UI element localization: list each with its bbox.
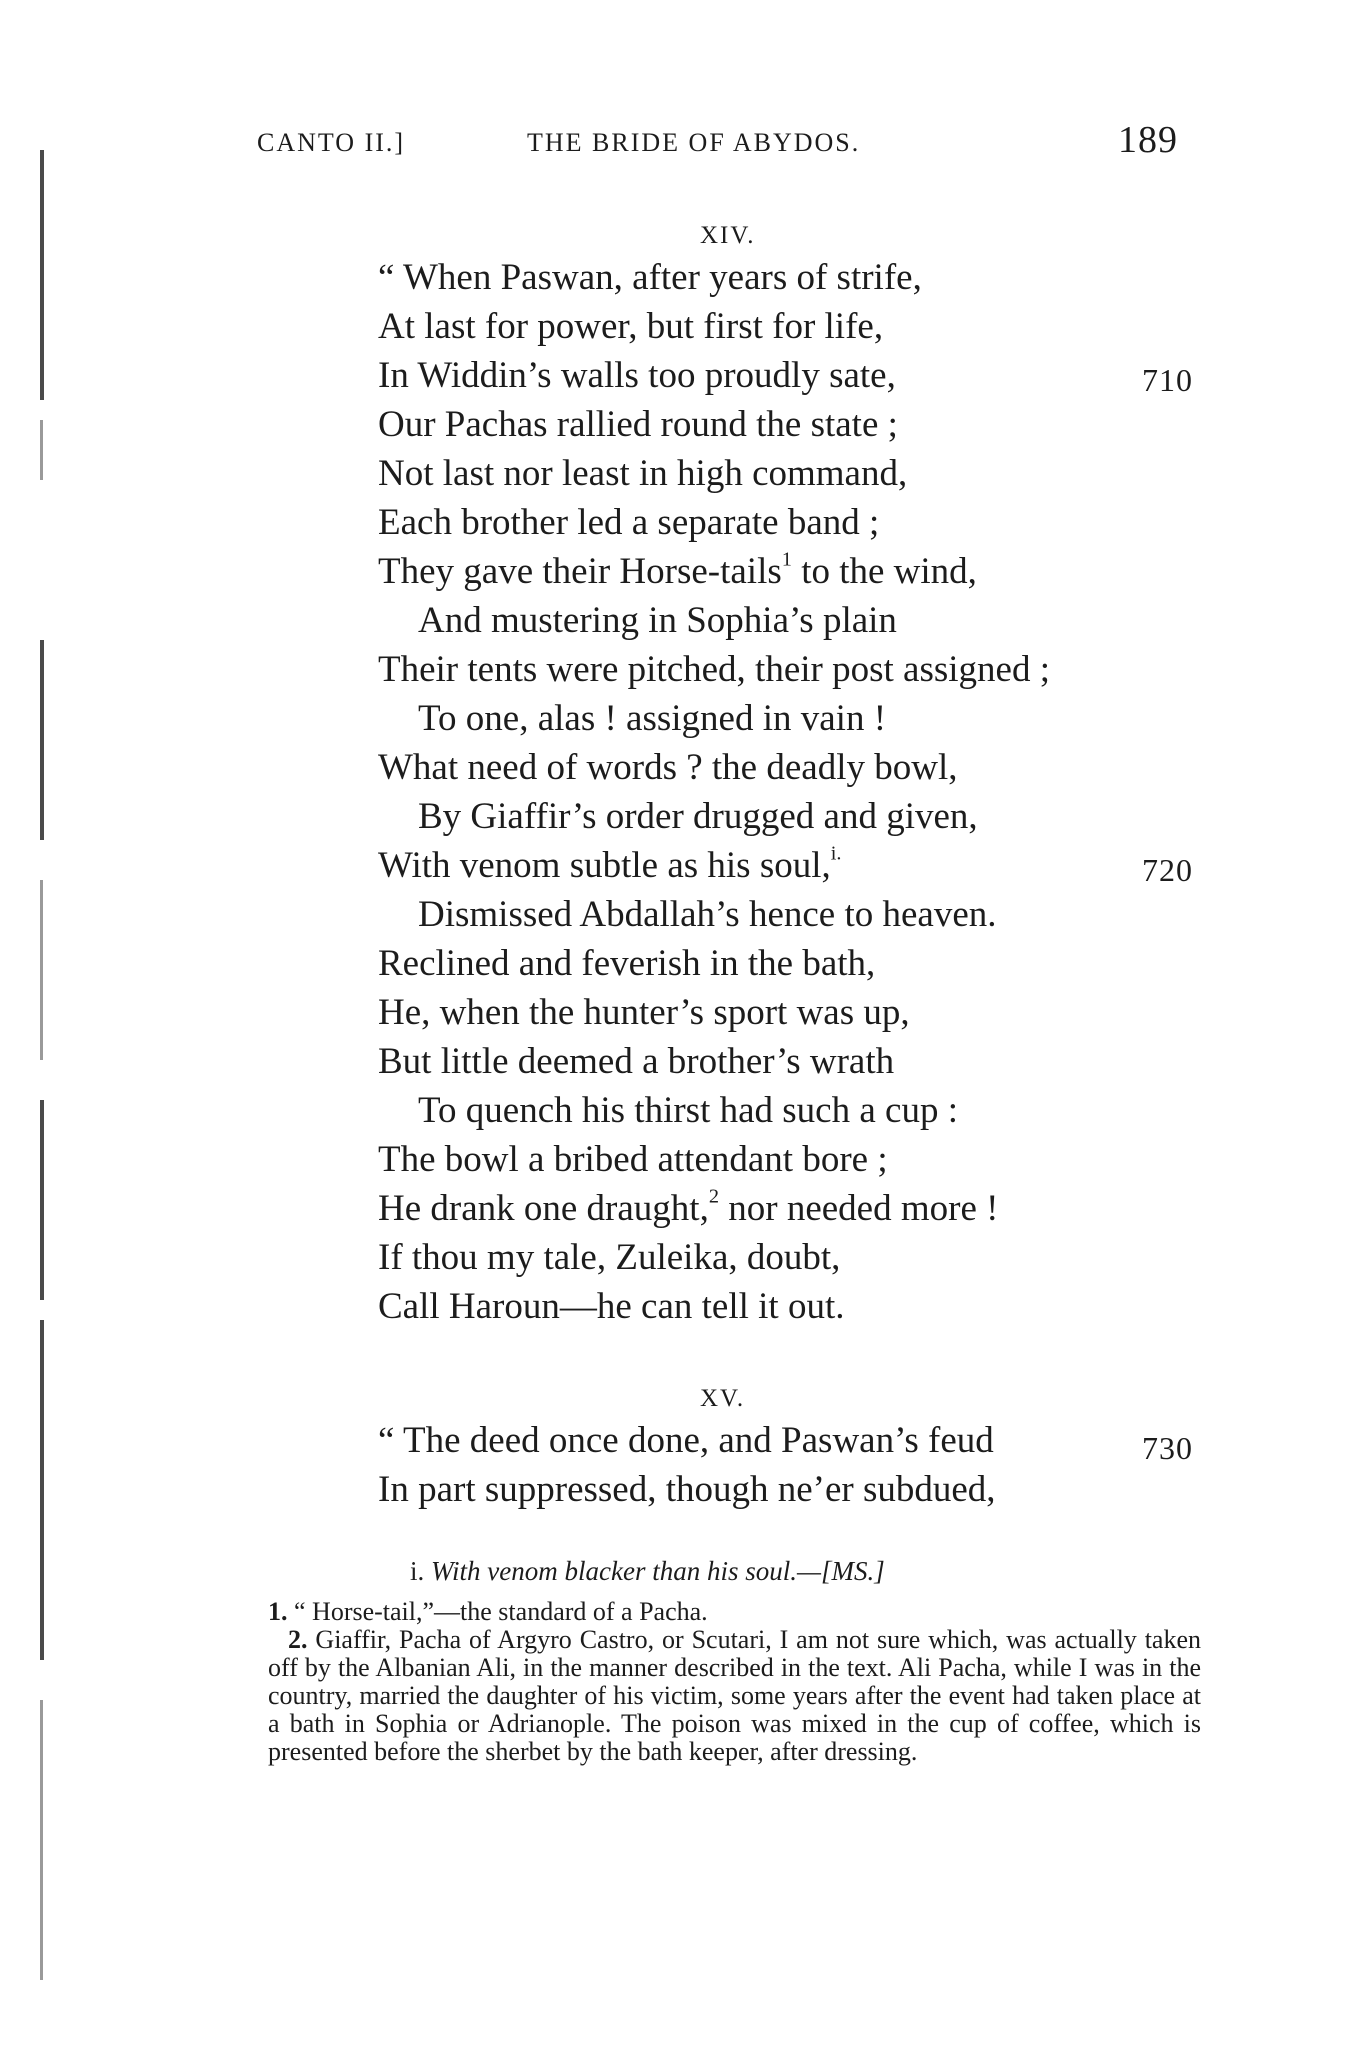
footnote-ref: 2 xyxy=(708,1185,720,1208)
verse-line xyxy=(378,549,977,595)
line-number: 710 xyxy=(1142,362,1193,398)
variant-marker: i. xyxy=(410,1556,425,1586)
footnote-ref: 1 xyxy=(781,548,792,571)
gutter-shadow xyxy=(40,1700,43,1980)
verse-text: nor needed more ! xyxy=(719,1188,999,1229)
verse-line: Each brother led a separate band ; xyxy=(378,502,880,543)
gutter-shadow xyxy=(40,150,44,400)
footnote-marker: 1. xyxy=(268,1597,288,1626)
verse-line: But little deemed a brother’s wrath xyxy=(378,1041,895,1082)
verse-line: Reclined and feverish in the bath, xyxy=(378,943,876,984)
footnote xyxy=(268,1598,1201,1626)
verse-line: Our Pachas rallied round the state ; xyxy=(378,404,898,445)
verse-line: The bowl a bribed attendant bore ; xyxy=(378,1139,888,1180)
line-number: 730 xyxy=(1142,1430,1193,1466)
verse-line: To quench his thirst had such a cup : xyxy=(418,1090,958,1131)
verse-text: They gave their Horse-tails xyxy=(378,551,782,592)
running-head-canto: CANTO II.] xyxy=(257,128,406,157)
verse-line: Call Haroun—he can tell it out. xyxy=(378,1286,845,1327)
verse-line: At last for power, but first for life, xyxy=(378,306,884,347)
gutter-shadow xyxy=(40,420,43,480)
gutter-shadow xyxy=(40,1100,44,1300)
gutter-shadow xyxy=(40,880,43,1060)
verse-line: Their tents were pitched, their post assigned ; xyxy=(378,649,1050,690)
verse-line: In Widdin’s walls too proudly sate, xyxy=(378,355,896,396)
verse-line: “ The deed once done, and Paswan’s feud xyxy=(378,1420,994,1461)
section-number: XV. xyxy=(700,1385,746,1412)
page-number: 189 xyxy=(1118,119,1178,161)
footnote-text: Giaffir, Pacha of Argyro Castro, or Scutari, I am not sure which, was actually taken off by the Albanian Ali, in the manner described in the text. Ali Pacha, while I was in the country, married the daughter of his victim, some years after the event had taken place at a bath in Sophia or Adrianople. The poison was mixed in the cup of coffee, which is presented before the sherbet by the bath keeper, after dressing. xyxy=(268,1625,1202,1766)
section-number: XIV. xyxy=(700,222,756,249)
footnote-text: “ Horse-tail,”—the standard of a Pacha. xyxy=(294,1597,708,1626)
gutter-shadow xyxy=(40,640,44,840)
verse-line: What need of words ? the deadly bowl, xyxy=(378,747,958,788)
verse-line: In part suppressed, though ne’er subdued, xyxy=(378,1469,996,1510)
verse-line: To one, alas ! assigned in vain ! xyxy=(418,698,887,739)
variant-ref: i. xyxy=(830,842,842,865)
verse-line: Dismissed Abdallah’s hence to heaven. xyxy=(418,894,997,935)
gutter-shadow xyxy=(40,1320,44,1660)
verse-text: to the wind, xyxy=(791,551,977,592)
variant-reading xyxy=(410,1556,885,1587)
verse-line xyxy=(378,843,842,889)
variant-text: With venom blacker than his soul. xyxy=(431,1556,797,1586)
verse-line: “ When Paswan, after years of strife, xyxy=(378,257,922,298)
verse-line: He, when the hunter’s sport was up, xyxy=(378,992,910,1033)
running-head-title: THE BRIDE OF ABYDOS. xyxy=(527,128,861,157)
verse-line: If thou my tale, Zuleika, doubt, xyxy=(378,1237,841,1278)
variant-source: —[MS.] xyxy=(796,1556,885,1586)
line-number: 720 xyxy=(1142,852,1193,888)
verse-line: Not last nor least in high command, xyxy=(378,453,908,494)
verse-line: By Giaffir’s order drugged and given, xyxy=(418,796,978,837)
verse-line: And mustering in Sophia’s plain xyxy=(418,600,897,641)
verse-text: He drank one draught, xyxy=(378,1188,709,1229)
footnote-marker: 2. xyxy=(288,1625,308,1654)
verse-line xyxy=(378,1186,998,1232)
footnote xyxy=(268,1626,1201,1766)
verse-text: With venom subtle as his soul, xyxy=(378,845,831,886)
